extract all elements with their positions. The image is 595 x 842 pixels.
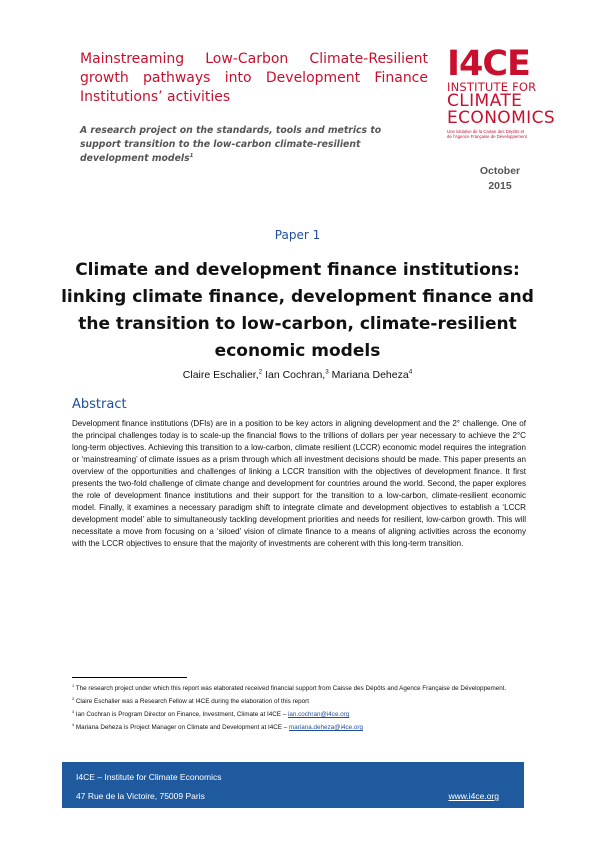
abstract-body: Development finance institutions (DFIs) are in a position to be key actors in aligning development and the 2° challenge. One of the principal challenges today is to scale-up the financial flows to the trillions of dollars per year necessary to achieve the 2°C long-term objectives. Achieving this transition to a low-carbon, climate resilient (LCCR) economic model requires the integration or ‘mainstreaming’ of climate issues as a prism through which all investment decisions should be made. This paper presents an overview of the opportunities and challenges of linking a LCCR transition with the objectives of development finance. It first presents the two-fold challenge of climate change and development for countries around the world. Second, the paper explores the role of development finance institutions and their support for the transition to a low-carbon, climate-resilient economic model. Finally, it examines a necessary paradigm shift to integrate climate and development objectives to establish a ‘LCCR development model’ able to simultaneously tackling development priorities and needs for resilient, low-carbon growth. This will necessitate a move from focusing on a ‘siloed’ vision of climate finance to a means of aligning activities across the economy with the LCCR objectives to ensure that the majority of investments are coherent with this long-term transition.	[72, 419, 526, 549]
footer-address: 47 Rue de la Victoire, 75009 Paris	[76, 791, 205, 801]
logo-line-1: INSTITUTE FOR	[447, 80, 537, 94]
logo-tagline: Une initiative de la Caisse des Dépôts et de l’Agence Française de Développement	[447, 129, 527, 139]
date-month: October	[479, 165, 521, 177]
footer-organization: I4CE – Institute for Climate Economics	[76, 772, 222, 782]
footnote: $^2$ Claire Eschalier was a Research Fellow at I4CE during the elaboration of this report	[72, 696, 309, 705]
footnote: $^3$ Ian Cochran is Program Director on Finance, Investment, Climate at I4CE – ian.cochran@i4ce.org	[72, 709, 350, 718]
author-list	[0, 369, 595, 381]
footnote-ref-4[interactable]: 4	[408, 368, 413, 376]
date-year: 2015	[488, 180, 512, 192]
footnote: $^1$ The research project under which this report was elaborated received financial support from Caisse des Dépôts and Agence Française de Développement.	[72, 683, 507, 692]
project-title: Mainstreaming Low-Carbon Climate-Resilient growth pathways into Development Finance Institutions’ activities	[80, 51, 428, 105]
paper-title: Climate and development finance institutions: linking climate finance, development finance and the transition to low-carbon, climate-resilient economic models	[61, 260, 534, 361]
author-name: Ian Cochran,	[262, 369, 326, 381]
email-link[interactable]: ian.cochran@i4ce.org	[287, 711, 350, 718]
project-subtitle: A research project on the standards, tools and metrics to support transition to the low-carbon climate-resilient development models$^1$	[80, 125, 382, 164]
abstract-heading: Abstract	[72, 397, 127, 412]
logo-line-3: ECONOMICS	[447, 108, 556, 128]
logo-line-2: CLIMATE	[447, 91, 523, 111]
footnote-divider	[72, 677, 187, 678]
logo-mark: I4CE	[447, 44, 530, 84]
author-name: Claire Eschalier,	[182, 369, 259, 381]
email-link[interactable]: mariana.deheza@i4ce.org	[289, 724, 363, 731]
page-footer	[62, 762, 524, 808]
footnote-ref-3[interactable]: 3	[325, 368, 329, 376]
footnotes	[72, 684, 532, 736]
website-link[interactable]: www.i4ce.org	[448, 791, 499, 801]
paper-number: Paper 1	[274, 228, 321, 242]
footnote: $^4$ Mariana Deheza is Project Manager on Climate and Development at I4CE – mariana.deheza@i4ce.org	[72, 722, 363, 731]
footnote-ref-2[interactable]: 2	[258, 368, 263, 376]
author-name: Mariana Deheza	[328, 369, 409, 381]
publication-date	[455, 164, 545, 194]
footnote-ref-1[interactable]: 1	[189, 152, 194, 159]
i4ce-logo	[447, 44, 556, 139]
